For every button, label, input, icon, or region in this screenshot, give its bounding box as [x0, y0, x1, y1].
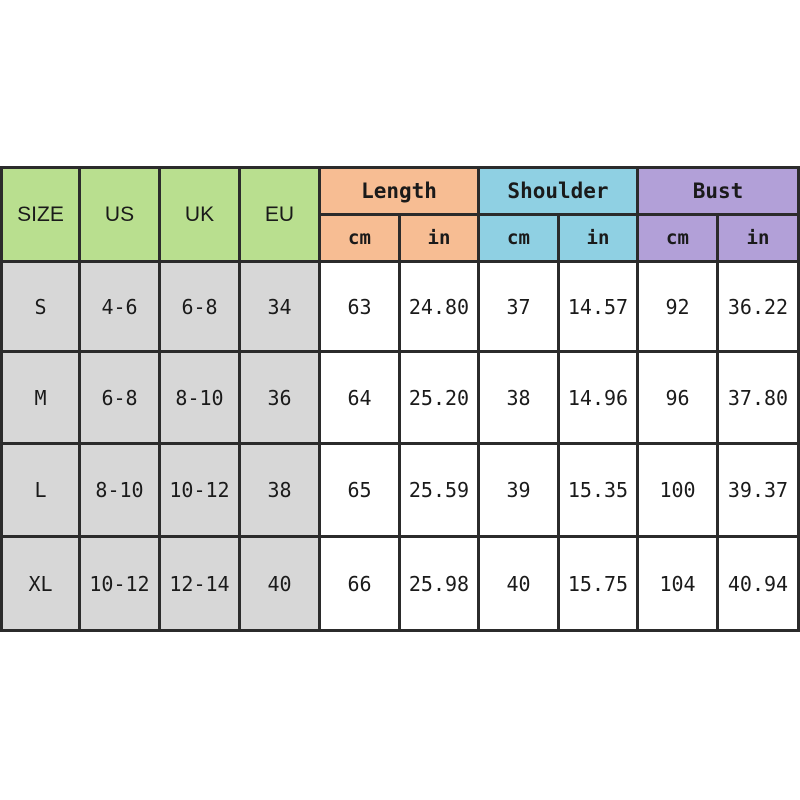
- header-us: US: [81, 169, 158, 260]
- row-xl-shoulder-cm: 40: [480, 538, 557, 629]
- header-shoulder-in: in: [560, 216, 636, 260]
- header-uk: UK: [161, 169, 238, 260]
- row-m-length-cm: 64: [321, 353, 398, 442]
- row-l-shoulder-in: 15.35: [560, 445, 636, 535]
- row-xl-length-cm: 66: [321, 538, 398, 629]
- row-xl-size: XL: [3, 538, 78, 629]
- row-s-uk: 6-8: [161, 263, 238, 350]
- row-m-eu: 36: [241, 353, 318, 442]
- row-s-eu: 34: [241, 263, 318, 350]
- row-l-size: L: [3, 445, 78, 535]
- header-length-cm: cm: [321, 216, 398, 260]
- row-xl-us: 10-12: [81, 538, 158, 629]
- header-bust-in: in: [719, 216, 797, 260]
- row-s-bust-cm: 92: [639, 263, 716, 350]
- row-s-us: 4-6: [81, 263, 158, 350]
- row-l-eu: 38: [241, 445, 318, 535]
- row-l-bust-cm: 100: [639, 445, 716, 535]
- header-bust-cm: cm: [639, 216, 716, 260]
- row-s-bust-in: 36.22: [719, 263, 797, 350]
- row-l-bust-in: 39.37: [719, 445, 797, 535]
- row-m-length-in: 25.20: [401, 353, 477, 442]
- row-xl-length-in: 25.98: [401, 538, 477, 629]
- row-m-shoulder-in: 14.96: [560, 353, 636, 442]
- row-xl-shoulder-in: 15.75: [560, 538, 636, 629]
- row-l-length-in: 25.59: [401, 445, 477, 535]
- row-m-shoulder-cm: 38: [480, 353, 557, 442]
- row-xl-bust-in: 40.94: [719, 538, 797, 629]
- row-xl-uk: 12-14: [161, 538, 238, 629]
- row-s-length-cm: 63: [321, 263, 398, 350]
- row-xl-bust-cm: 104: [639, 538, 716, 629]
- row-m-size: M: [3, 353, 78, 442]
- row-l-shoulder-cm: 39: [480, 445, 557, 535]
- row-l-uk: 10-12: [161, 445, 238, 535]
- header-bust: Bust: [639, 169, 797, 213]
- row-m-bust-cm: 96: [639, 353, 716, 442]
- row-l-length-cm: 65: [321, 445, 398, 535]
- row-m-uk: 8-10: [161, 353, 238, 442]
- row-s-shoulder-cm: 37: [480, 263, 557, 350]
- row-s-size: S: [3, 263, 78, 350]
- row-m-us: 6-8: [81, 353, 158, 442]
- row-s-length-in: 24.80: [401, 263, 477, 350]
- header-shoulder-cm: cm: [480, 216, 557, 260]
- row-m-bust-in: 37.80: [719, 353, 797, 442]
- row-xl-eu: 40: [241, 538, 318, 629]
- row-l-us: 8-10: [81, 445, 158, 535]
- header-size: SIZE: [3, 169, 78, 260]
- header-length-in: in: [401, 216, 477, 260]
- header-eu: EU: [241, 169, 318, 260]
- row-s-shoulder-in: 14.57: [560, 263, 636, 350]
- header-shoulder: Shoulder: [480, 169, 636, 213]
- size-chart-table: [0, 166, 800, 632]
- header-length: Length: [321, 169, 477, 213]
